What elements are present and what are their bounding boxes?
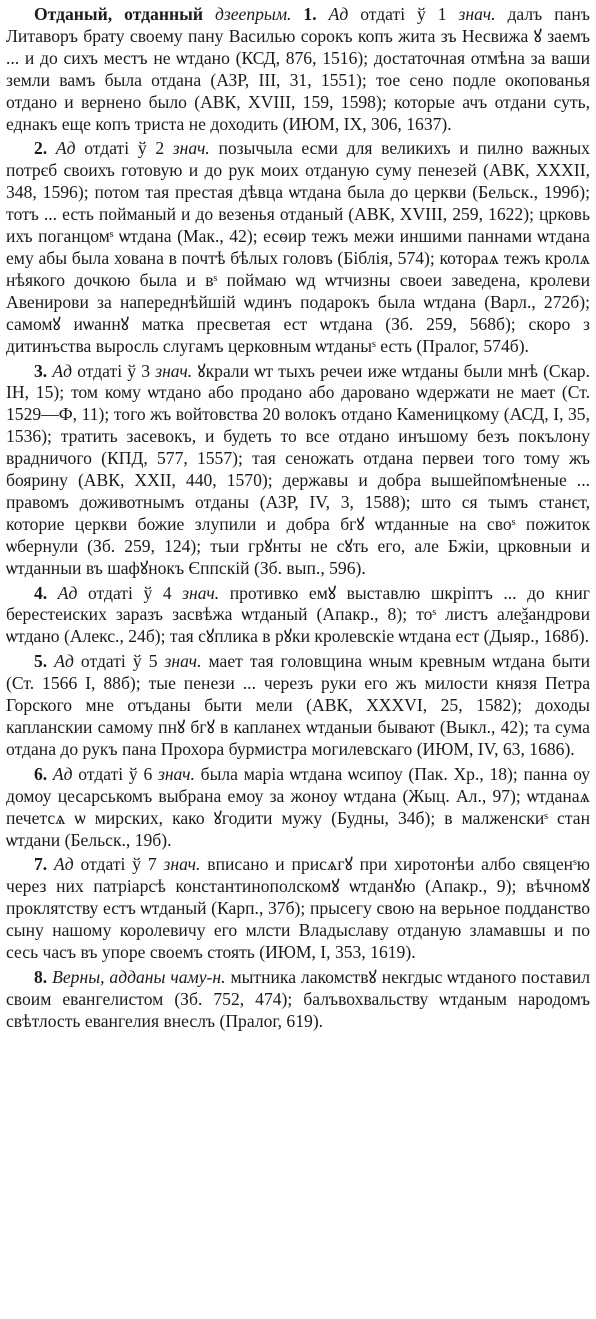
cross-ref-abbr: знач. — [157, 763, 195, 784]
sense-text: далъ панъ Литаворъ брату своему пану Василью сорокъ копъ жита зъ Несвижа ꙋ заемъ ... и до сихъ местъ не ѡтдано (КСД, 876, 1516); достаточная отмѣна за ваши земли вамъ была отдана (АЗР, III, 31, 1551); тое сено подле окопованья отдано и вернено было (АВК, XVIII, 159, 1598); которые ачъ отдани суть, еднакъ еще копъ триста не доходить (ИЮМ, IX, 306, 1637). — [6, 4, 590, 134]
sense-5 — [6, 651, 590, 761]
sense-text: мает тая головщина ѡным кревным ѡтдана быти (Ст. 1566 I, 88б); тые пенези ... черезъ руки его жъ милости князя Петра Горского мне отъданы быти мели (АВК, XXXVI, 25, 1582); доходы капланскии самому пнꙋ бгꙋ в капланех ѡтданыи бывают (Выкл., 42); та сума отдана до рукъ пана Прохора бурмистра могилевскаго (ИЮМ, IV, 63, 1686). — [6, 651, 590, 759]
cross-ref-abbr: знач. — [182, 582, 220, 603]
cross-ref-number: 5 — [148, 651, 158, 672]
headword: Отданый, отданный — [34, 4, 203, 24]
sense-text: ꙋкрали ѡт тыхъ речеи иже ѡтданы были мнѣ (Скар. ІН, 15); том кому ѡтдано або продано або даровано ѡдержати не мает (Ст. 1529—Ф, 11); того жъ войтовства 20 волокъ отдано Каменицкому (АСД, I, 35, 1536); тратить засевокъ, и будеть то все отдано инъшому безъ покълону врадничого (КПД, 577, 1557); тая сеножать отдана первеи того тому жъ боярину (АВК, XXII, 440, 1570); державы и добра вышейпомѣненые ... правомъ доживотнымъ отданы (АЗР, IV, 3, 1588); што ся тымъ станєт, которие церкви божие злупили и добра бгꙋ ѡтданные на своˢ пожиток ѡбернули (Зб. 259, 124); тыи грꙋнты не сꙋть его, але Бжіи, црковныи и ѡтданныи въ шафꙋнокъ Єппскій (Зб. вып., 596). — [6, 360, 590, 578]
cross-ref-word: отдаті — [87, 582, 133, 603]
cross-ref-abbr: знач. — [458, 4, 496, 24]
cross-ref-preposition: ў — [143, 582, 153, 603]
cross-ref-word: отдаті — [360, 4, 406, 24]
sense-number: 7. — [34, 854, 48, 875]
cross-ref-word: отдаті — [80, 854, 126, 875]
sense-text: мытника лакомствꙋ некгдыс ѡтданого поставил своим евангелистом (Зб. 752, 474); балъвохвальству ѡтданым народомъ свѣтлость евангелия внеслъ (Пралог, 619). — [6, 966, 590, 1031]
sense-1 — [6, 4, 590, 135]
cross-ref-word: отдаті — [78, 763, 124, 784]
sense-7 — [6, 854, 590, 964]
sense-definition: Верны, адданы чаму-н. — [52, 966, 226, 987]
cross-ref-abbr: знач. — [172, 138, 210, 159]
cross-ref-preposition: ў — [128, 763, 138, 784]
sense-text: противко емꙋ выставлю шкріптъ ... до книг берестеиских заразъ засвѣжа ѡтданый (Апакр., 8); тоˢ листъ алеѯандрови ѡтдано (Алекс., 24б); тая сꙋплика в рꙋки кролевскіе ѡтдана ест (Дыяр., 168б). — [6, 582, 591, 647]
sense-number: 3. — [34, 360, 48, 381]
sense-8 — [6, 967, 590, 1033]
cross-ref-label: Ад — [52, 763, 73, 784]
cross-ref-word: отдаті — [80, 651, 126, 672]
cross-ref-preposition: ў — [132, 854, 142, 875]
sense-number: 8. — [34, 966, 48, 987]
sense-number: 6. — [34, 763, 48, 784]
cross-ref-number: 4 — [162, 582, 172, 603]
cross-ref-number: 3 — [141, 360, 151, 381]
sense-2 — [6, 138, 590, 357]
cross-ref-abbr: знач. — [163, 854, 201, 875]
part-of-speech: дзеепрым. — [214, 4, 292, 24]
cross-ref-number: 6 — [143, 763, 153, 784]
cross-ref-preposition: ў — [417, 4, 426, 24]
cross-ref-word: отдаті — [84, 138, 130, 159]
sense-number: 4. — [34, 582, 48, 603]
sense-3 — [6, 361, 590, 580]
cross-ref-preposition: ў — [127, 360, 137, 381]
cross-ref-abbr: знач. — [164, 651, 202, 672]
cross-ref-label: Ад — [328, 4, 349, 24]
sense-text: была маріа ѡтдана ѡсипоу (Пак. Хр., 18); панна оу домоу цесарськомъ выбрана емоу за жоноу ѡтдана (Жыц. Ал., 97); ѡтданаѧ печетсѧ ѡ мирских, како ꙋгодити мужу (Будны, 34б); в малженскиˢ стан ѡтдани (Бельск., 19б). — [6, 763, 591, 850]
sense-6 — [6, 764, 590, 852]
cross-ref-abbr: знач. — [155, 360, 193, 381]
cross-ref-number: 7 — [147, 854, 157, 875]
sense-4 — [6, 583, 590, 649]
cross-ref-word: отдаті — [77, 360, 123, 381]
cross-ref-label: Ад — [54, 854, 74, 875]
cross-ref-label: Ад — [52, 360, 73, 381]
cross-ref-number: 2 — [155, 138, 165, 159]
cross-ref-label: Ад — [55, 138, 76, 159]
cross-ref-number: 1 — [437, 4, 447, 24]
cross-ref-label: Ад — [54, 651, 74, 672]
sense-text: позычыла есми для великихъ и пилно важных потрєб своихъ готовую и до рук моих отданую суму пенезей (АВК, XXXII, 348, 1596); потом тая престая дѣвца ѡтдана была до церкви (Бельск., 199б); тотъ ... есть пойманый и до везенья отданый (АВК, XVIII, 259, 1622); црковь ихъ поганцомˢ ѡтдана (Мак., 42); есѳир тежъ межи иншими паннами ѡтдана ему абы была хована в почтѣ бѣлых головъ (Біблія, 574); котораѧ тежъ кролѧ нѣякого дочкою была и вˢ поймаю ѡд ѡтчизны своеи заведена, кролеви Авенирови за напереднѣйшій ѡдинъ подарокъ была ѡтдана (Варл., 272б); самомꙋ иѡаннꙋ матка пресветая ест ѡтдана (Зб. 259, 568б); скоро з дитинъства выросль слугамъ церковным ѡтданыˢ есть (Пралог, 574б). — [6, 138, 590, 356]
sense-number: 2. — [34, 138, 48, 159]
cross-ref-preposition: ў — [137, 138, 147, 159]
sense-number: 5. — [34, 651, 48, 672]
cross-ref-label: Ад — [57, 582, 78, 603]
sense-text: вписано и присѧгꙋ при хиротонѣи албо свяценˢю через них патріарсѣ константинополскомꙋ ѡтданꙋю (Апакр., 9); вѣчномꙋ проклятству естъ ѡтданый (Карп., 37б); прысегу свою на верьное подданство сыну нашому королевичу его млсти Владыславу отданую зламавшы и по сесь часъ въ упоре своемъ стоять (ИЮМ, I, 353, 1619). — [6, 854, 590, 963]
cross-ref-preposition: ў — [132, 651, 142, 672]
sense-number: 1. — [303, 4, 317, 24]
